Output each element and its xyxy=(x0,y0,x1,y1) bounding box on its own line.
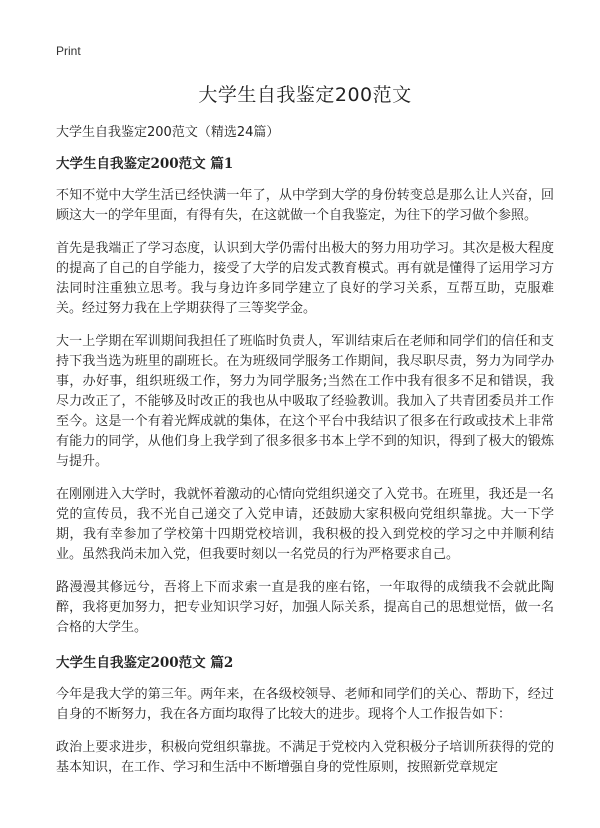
section-1 xyxy=(56,152,554,638)
paragraph: 大一上学期在军训期间我担任了班临时负责人，军训结束后在老师和同学们的信任和支持下我当选为班里的副班长。在为班级同学服务工作期间，我尽职尽责，努力为同学办事，办好事，组织班级工作，努力为同学服务;当然在工作中我有很多不足和错误，我尽力改正了，不能够及时改正的我也从中吸取了经验教训。我加入了共青团委员并工作至今。这是一个有着光辉成就的集体，在这个平台中我结识了很多在行政或技术上非常有能力的同学，从他们身上我学到了很多很多书本上学不到的知识，得到了极大的锻炼与提升。 xyxy=(56,334,554,469)
section-heading: 大学生自我鉴定200范文 篇1 xyxy=(56,156,234,172)
section-2 xyxy=(56,651,554,778)
section-heading: 大学生自我鉴定200范文 篇2 xyxy=(56,655,234,671)
paragraph: 不知不觉中大学生活已经快满一年了，从中学到大学的身份转变总是那么让人兴奋，回顾这大一的学年里面，有得有失，在这就做一个自我鉴定，为往下的学习做个参照。 xyxy=(56,188,554,223)
print-link[interactable]: Print xyxy=(56,44,81,58)
page-title: 大学生自我鉴定200范文 xyxy=(198,84,412,106)
paragraph: 路漫漫其修远兮，吾将上下而求索一直是我的座右铭，一年取得的成绩我不会就此陶醉，我将更加努力，把专业知识学习好，加强人际关系，提高自己的思想觉悟，做一名合格的大学生。 xyxy=(56,580,554,635)
paragraph: 政治上要求进步，积极向党组织靠拢。不满足于党校内入党积极分子培训所获得的党的基本知识，在工作、学习和生活中不断增强自身的党性原则，按照新党章规定 xyxy=(56,740,554,775)
paragraph: 今年是我大学的第三年。两年来，在各级校领导、老师和同学们的关心、帮助下，经过自身的不断努力，我在各方面均取得了比较大的进步。现将个人工作报告如下： xyxy=(56,687,554,722)
paragraph: 首先是我端正了学习态度，认识到大学仍需付出极大的努力用功学习。其次是极大程度的提高了自己的自学能力，接受了大学的启发式教育模式。再有就是懂得了运用学习方法同时注重独立思考。我与身边许多同学建立了良好的学习关系，互帮互助，克服难关。经过努力我在上学期获得了三等奖学金。 xyxy=(56,241,554,316)
document-subtitle: 大学生自我鉴定200范文（精选24篇） xyxy=(56,125,280,140)
paragraph: 在刚刚进入大学时，我就怀着激动的心情向党组织递交了入党书。在班里，我还是一名党的宣传员，我不光自己递交了入党申请，还鼓励大家积极向党组织靠拢。大一下学期，我有幸参加了学校第十四期党校培训，我积极的投入到党校的学习之中并顺利结业。虽然我尚未加入党，但我要时刻以一名党员的行为严格要求自己。 xyxy=(56,487,554,562)
